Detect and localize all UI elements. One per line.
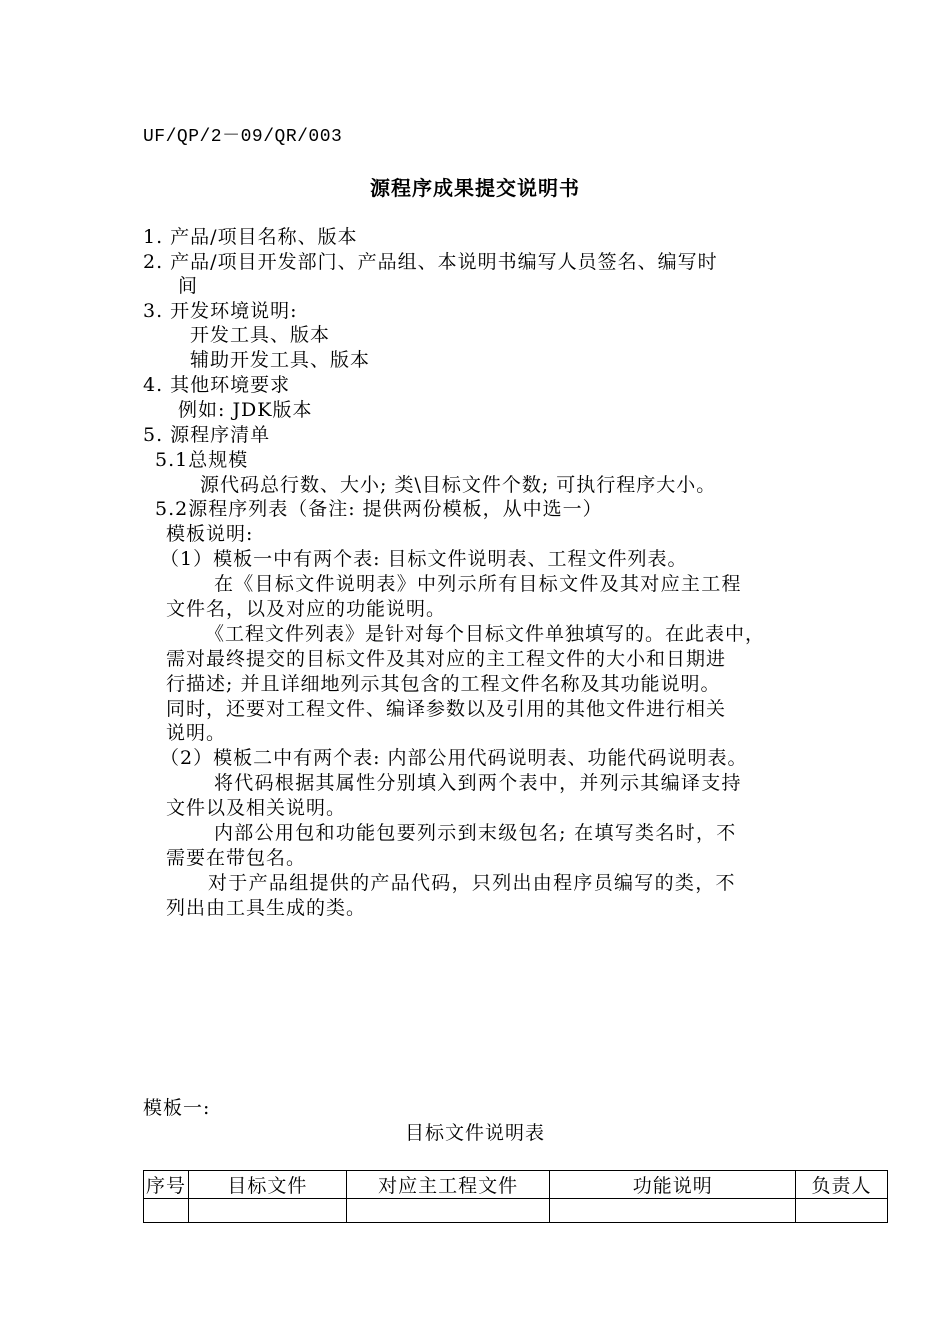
item-4: 4. 其他环境要求	[143, 374, 291, 396]
template-1-para-1-line-2: 文件名，以及对应的功能说明。	[166, 598, 447, 620]
column-header-function: 功能说明	[550, 1171, 796, 1199]
item-5-1: 5.1总规模	[155, 449, 249, 471]
item-3: 3. 开发环境说明:	[143, 300, 298, 322]
item-4-example: 例如: JDK版本	[178, 399, 313, 421]
item-1: 1. 产品/项目名称、版本	[143, 226, 358, 248]
template-2-para-1-line-2: 文件以及相关说明。	[166, 797, 347, 819]
template-2-para-1-line-1: 将代码根据其属性分别填入到两个表中，并列示其编译支持	[214, 772, 742, 794]
column-header-main-project-file: 对应主工程文件	[346, 1171, 550, 1199]
template-2-para-2-line-1: 内部公用包和功能包要列示到末级包名; 在填写类名时，不	[214, 822, 737, 844]
table-cell	[550, 1199, 796, 1223]
item-2: 2. 产品/项目开发部门、产品组、本说明书编写人员签名、编写时	[143, 251, 718, 273]
item-2-cont: 间	[178, 275, 199, 297]
column-header-owner: 负责人	[796, 1171, 888, 1199]
template-2-para-3-line-2: 列出由工具生成的类。	[166, 897, 367, 919]
target-file-table-title: 目标文件说明表	[404, 1122, 545, 1144]
template-1-para-2-line-1: 《工程文件列表》是针对每个目标文件单独填写的。在此表中，	[205, 623, 766, 645]
template-2-heading: （2）模板二中有两个表: 内部公用代码说明表、功能代码说明表。	[160, 747, 748, 769]
template-one-label: 模板一:	[143, 1097, 211, 1119]
table-cell	[796, 1199, 888, 1223]
template-1-para-2-line-5: 说明。	[166, 722, 227, 744]
template-1-para-2-line-4: 同时，还要对工程文件、编译参数以及引用的其他文件进行相关	[166, 698, 727, 720]
template-1-para-1-line-1: 在《目标文件说明表》中列示所有目标文件及其对应主工程	[214, 573, 742, 595]
column-header-target-file: 目标文件	[188, 1171, 346, 1199]
item-3-aux-tools: 辅助开发工具、版本	[190, 349, 371, 371]
item-5-2: 5.2源程序列表（备注: 提供两份模板，从中选一）	[155, 498, 603, 520]
item-5-1-desc: 源代码总行数、大小; 类\目标文件个数; 可执行程序大小。	[200, 474, 717, 496]
template-1-heading: （1）模板一中有两个表: 目标文件说明表、工程文件列表。	[160, 548, 688, 570]
table-row	[144, 1199, 888, 1223]
item-5: 5. 源程序清单	[143, 424, 271, 446]
item-3-dev-tools: 开发工具、版本	[190, 324, 331, 346]
template-2-para-2-line-2: 需要在带包名。	[166, 847, 307, 869]
target-file-table	[143, 1170, 888, 1223]
template-2-para-3-line-1: 对于产品组提供的产品代码，只列出由程序员编写的类，不	[208, 872, 736, 894]
document-number: UF/QP/2－09/QR/003	[143, 127, 343, 147]
template-1-para-2-line-2: 需对最终提交的目标文件及其对应的主工程文件的大小和日期进	[166, 648, 727, 670]
column-header-index: 序号	[144, 1171, 189, 1199]
table-cell	[346, 1199, 550, 1223]
table-cell	[144, 1199, 189, 1223]
template-note-heading: 模板说明:	[166, 523, 254, 545]
table-header-row	[144, 1171, 888, 1199]
template-1-para-2-line-3: 行描述; 并且详细地列示其包含的工程文件名称及其功能说明。	[166, 673, 721, 695]
document-title: 源程序成果提交说明书	[370, 176, 580, 200]
table-cell	[188, 1199, 346, 1223]
